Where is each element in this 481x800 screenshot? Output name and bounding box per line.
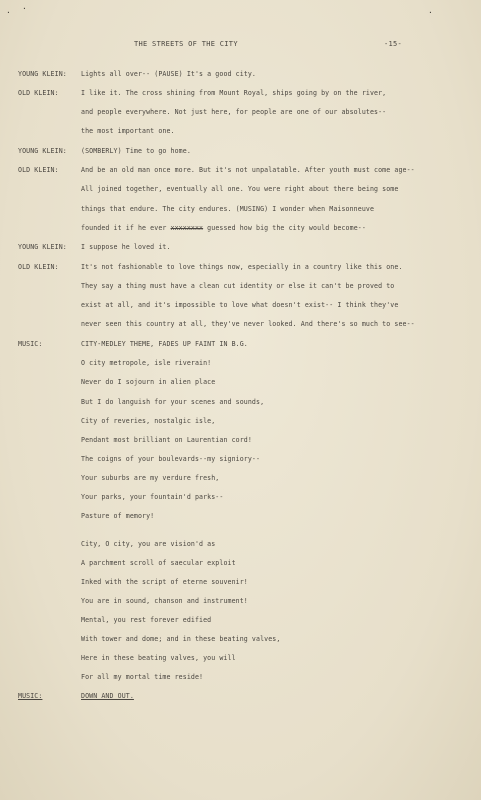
speaker-label: YOUNG KLEIN: — [18, 147, 67, 155]
script-line — [0, 127, 481, 139]
script-line — [0, 166, 481, 178]
script-line — [0, 205, 481, 217]
line-text: Pendant most brilliant on Laurentian cord! — [81, 436, 252, 444]
script-line — [0, 692, 481, 704]
script-line — [0, 108, 481, 120]
paper-mark: · — [428, 8, 433, 17]
line-text: and people everywhere. Not just here, for people are one of our absolutes-- — [81, 108, 387, 116]
paper-mark: . — [22, 2, 27, 11]
line-text: For all my mortal time reside! — [81, 673, 204, 681]
line-text: Never do I sojourn in alien place — [81, 378, 216, 386]
struck-out-word: xxxxxxxx — [170, 224, 204, 232]
line-text: Your parks, your fountain'd parks-- — [81, 493, 224, 501]
line-text: And be an old man once more. But it's not unpalatable. After youth must come age-- — [81, 166, 415, 174]
script-line — [0, 282, 481, 294]
speaker-label: MUSIC: — [18, 340, 43, 348]
page-header — [0, 40, 481, 52]
poem-line — [0, 436, 481, 448]
line-text: things that endure. The city endures. (MUSING) I wonder when Maisonneuve — [81, 205, 375, 213]
poem-line — [0, 359, 481, 371]
line-text: the most important one. — [81, 127, 175, 135]
speaker-label: YOUNG KLEIN: — [18, 70, 67, 78]
line-text: Inked with the script of eterne souvenir! — [81, 578, 248, 586]
poem-line — [0, 398, 481, 410]
line-text: A parchment scroll of saecular exploit — [81, 559, 236, 567]
paper-mark: . — [6, 6, 11, 15]
line-text-part: guessed how big the city would become-- — [203, 224, 366, 232]
line-text-part: founded it if he ever — [81, 224, 171, 232]
poem-line — [0, 654, 481, 666]
line-text: You are in sound, chanson and instrument! — [81, 597, 248, 605]
poem-line — [0, 512, 481, 524]
line-text: Lights all over-- (PAUSE) It's a good city. — [81, 70, 256, 78]
page-title: THE STREETS OF THE CITY — [134, 40, 238, 48]
poem-line — [0, 417, 481, 429]
line-text: But I do languish for your scenes and sounds, — [81, 398, 265, 406]
speaker-label: OLD KLEIN: — [18, 89, 59, 97]
poem-line — [0, 474, 481, 486]
script-line — [0, 301, 481, 313]
poem-line — [0, 597, 481, 609]
script-line — [0, 243, 481, 255]
script-line — [0, 185, 481, 197]
line-text: exist at all, and it's impossible to love what doesn't exist-- I think they've — [81, 301, 399, 309]
script-line — [0, 320, 481, 332]
speaker-label: YOUNG KLEIN: — [18, 243, 67, 251]
poem-line — [0, 540, 481, 552]
line-text: The coigns of your boulevards--my signiory-- — [81, 455, 261, 463]
line-text: (SOMBERLY) Time to go home. — [81, 147, 191, 155]
poem-line — [0, 559, 481, 571]
speaker-label: OLD KLEIN: — [18, 263, 59, 271]
script-line — [0, 89, 481, 101]
script-line — [0, 70, 481, 82]
script-line — [0, 340, 481, 352]
line-text: Your suburbs are my verdure fresh, — [81, 474, 220, 482]
line-text: It's not fashionable to love things now, especially in a country like this one. — [81, 263, 403, 271]
page-number: -15- — [384, 40, 403, 48]
line-text: O city metropole, isle riverain! — [81, 359, 212, 367]
line-text: City of reveries, nostalgic isle, — [81, 417, 216, 425]
line-text: City, O city, you are vision'd as — [81, 540, 216, 548]
line-text: Mental, you rest forever edified — [81, 616, 212, 624]
line-text: I suppose he loved it. — [81, 243, 171, 251]
line-text: I like it. The cross shining from Mount Royal, ships going by on the river, — [81, 89, 387, 97]
line-text: CITY-MEDLEY THEME, FADES UP FAINT IN B.G. — [81, 340, 248, 348]
line-text: They say a thing must have a clean cut identity or else it can't be proved to — [81, 282, 395, 290]
speaker-label: OLD KLEIN: — [18, 166, 59, 174]
speaker-label: MUSIC: — [18, 692, 43, 700]
poem-line — [0, 578, 481, 590]
script-line — [0, 224, 481, 236]
poem-line — [0, 635, 481, 647]
poem-line — [0, 378, 481, 390]
line-text: DOWN AND OUT. — [81, 692, 134, 700]
script-line — [0, 147, 481, 159]
poem-line — [0, 455, 481, 467]
line-text: With tower and dome; and in these beating valves, — [81, 635, 281, 643]
poem-line — [0, 673, 481, 685]
line-text: Pasture of memory! — [81, 512, 155, 520]
line-text: never seen this country at all, they've never looked. And there's so much to see-- — [81, 320, 415, 328]
script-line — [0, 263, 481, 275]
poem-line — [0, 493, 481, 505]
poem-line — [0, 616, 481, 628]
line-text: All joined together, eventually all one. You were right about there being some — [81, 185, 399, 193]
line-text: Here in these beating valves, you will — [81, 654, 236, 662]
line-text — [81, 224, 366, 232]
